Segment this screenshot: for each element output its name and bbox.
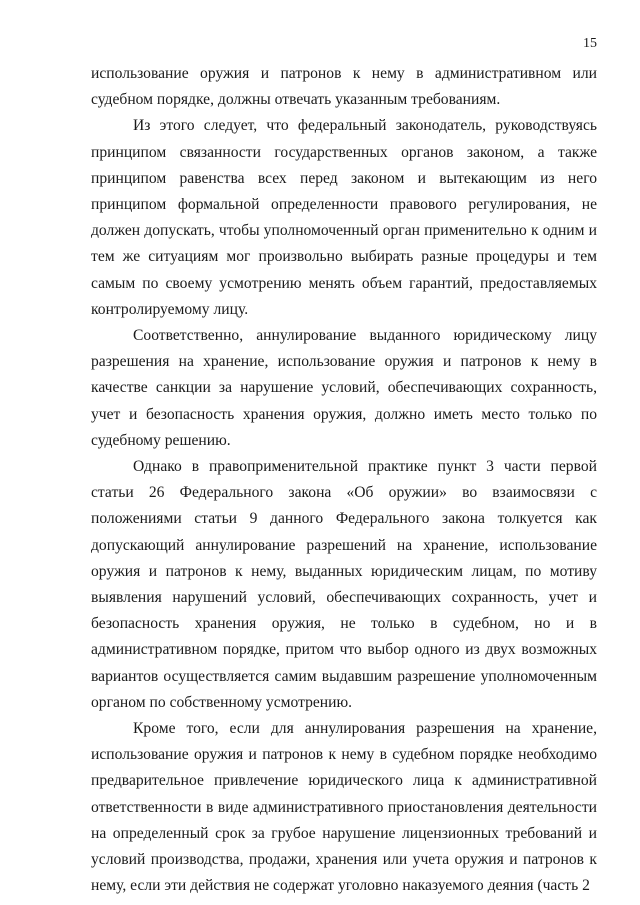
paragraph-legislator-principles: Из этого следует, что федеральный законодатель, руководствуясь принципом связанности государственных органов законом, а также принципом равенства всех перед законом и вытекающим из него принципом формальной определенности правового регулирования, не должен допускать, чтобы уполномоченный орган применительно к одним и тем же ситуациям мог произвольно выбирать разные процедуры и тем самым по своему усмотрению менять объем гарантий, предоставляемых контролируемому лицу. (91, 117, 597, 318)
paragraph-moreover: Кроме того, если для аннулирования разрешения на хранение, использование оружия и патронов к нему в судебном порядке необходимо предварительное привлечение юридического лица к административной ответственности в виде административного приостановления деятельности на определенный срок за грубое нарушение лицензионных требований и условий производства, продажи, хранения или учета оружия и патронов к нему, если эти действия не содержат уголовно наказуемого деяния (часть 2 (91, 720, 597, 895)
paragraph-continuation: использование оружия и патронов к нему в административном или судебном порядке, должны отвечать указанным требованиям. (91, 65, 597, 109)
paragraph-law-enforcement-practice: Однако в правоприменительной практике пункт 3 части первой статьи 26 Федерального закона «Об оружии» во взаимосвязи с положениями статьи 9 данного Федерального закона толкуется как допускающий аннулирование разрешений на хранение, использование оружия и патронов к нему, выданных юридическим лицам, по мотиву выявления нарушений условий, обеспечивающих сохранность, учет и безопасность хранения оружия, не только в судебном, но и в административном порядке, притом что выбор одного из двух возможных вариантов осуществляется самим выдавшим разрешение уполномоченным органом по собственному усмотрению. (91, 458, 597, 711)
page-number: 15 (583, 36, 597, 51)
paragraph-annulment-court-only: Соответственно, аннулирование выданного юридическому лицу разрешения на хранение, использование оружия и патронов к нему в качестве санкции за нарушение условий, обеспечивающих сохранность, учет и безопасность хранения оружия, должно иметь место только по судебному решению. (91, 327, 597, 449)
document-body (91, 61, 597, 900)
